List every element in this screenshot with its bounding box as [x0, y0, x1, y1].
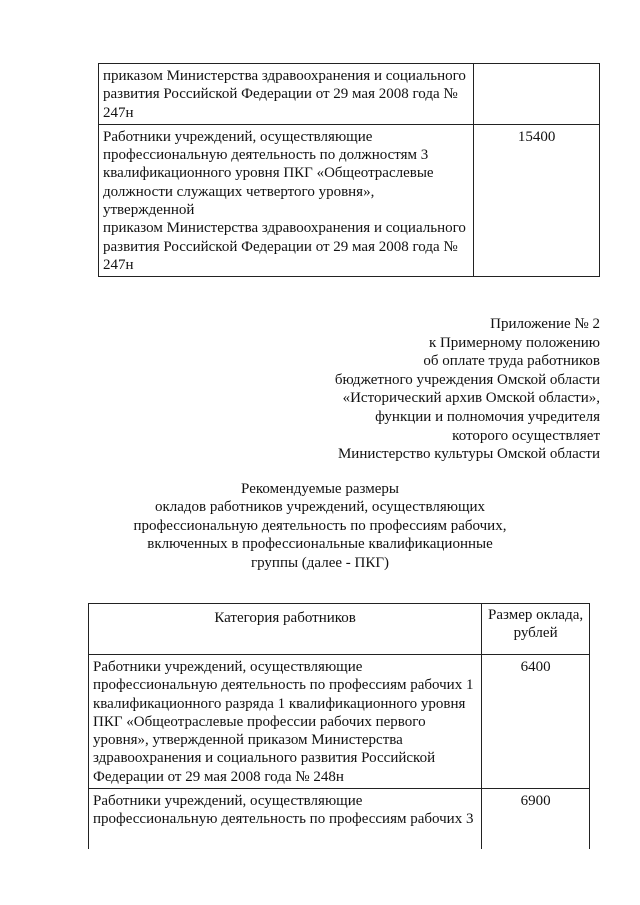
heading-line: профессиональную деятельность по профессиям рабочих, — [133, 517, 507, 534]
row-description: Работники учреждений, осуществляющие профессиональную деятельность по профессиям рабочих 1 квалификационного разряда 1 квалификационного уровня ПКГ «Общеотраслевые профессии рабочих первого уровня», утвержденной приказом Министерства здравоохранения и социального развития Российской Федерации от 29 мая 2008 года № 248н — [93, 659, 474, 785]
appendix-line: Приложение № 2 — [490, 316, 600, 332]
table-cell-description — [89, 789, 482, 850]
table-row — [89, 655, 590, 789]
row-amount: 15400 — [517, 128, 556, 145]
header-salary-label: Размер оклада, рублей — [488, 607, 584, 641]
appendix-line: к Примерному положению — [428, 334, 600, 351]
table-cell-amount — [482, 789, 590, 850]
table-row — [89, 789, 590, 850]
row-amount: 6900 — [520, 793, 551, 810]
appendix-line: Министерство культуры Омской области — [337, 446, 600, 463]
table-row — [99, 64, 600, 125]
appendix-note — [300, 315, 600, 464]
table-cell-amount — [482, 655, 590, 789]
table-cell-amount — [474, 64, 600, 125]
table-header-row — [89, 604, 590, 655]
row-description: Работники учреждений, осуществляющие профессиональную деятельность по должностям 3 квалификационного уровня ПКГ «Общеотраслевые должности служащих четвертого уровня», утвержденной приказом Министерства здравоохранения и социального развития Российской Федерации от 29 мая 2008 года № 247н — [103, 128, 466, 273]
top-salary-table — [98, 63, 600, 277]
appendix-line: бюджетного учреждения Омской области — [334, 371, 600, 388]
worker-salary-table — [88, 603, 590, 849]
appendix-line: которого осуществляет — [452, 427, 600, 444]
appendix-line: об оплате труда работников — [423, 353, 600, 370]
row-description: приказом Министерства здравоохранения и социального развития Российской Федерации от 29 мая 2008 года № 247н — [103, 68, 466, 121]
table-cell-description — [99, 124, 474, 276]
heading-line: Рекомендуемые размеры — [241, 481, 399, 497]
header-salary — [482, 604, 590, 655]
table-cell-amount — [474, 124, 600, 276]
table-cell-description — [99, 64, 474, 125]
row-description: Работники учреждений, осуществляющие профессиональную деятельность по профессиям рабочих 3 — [93, 793, 474, 828]
table-cell-description — [89, 655, 482, 789]
heading-line: окладов работников учреждений, осуществляющих — [154, 499, 486, 516]
row-amount: 6400 — [520, 659, 551, 675]
appendix-line: «Исторический архив Омской области», — [342, 390, 600, 407]
heading-line: группы (далее - ПКГ) — [250, 554, 390, 571]
appendix-line: функции и полномочия учредителя — [375, 408, 600, 425]
heading-line: включенных в профессиональные квалификационные — [147, 536, 493, 553]
header-category — [89, 604, 482, 655]
row-amount — [474, 64, 599, 67]
header-category-label: Категория работников — [214, 610, 356, 626]
table-row — [99, 124, 600, 276]
section-heading — [120, 480, 520, 572]
